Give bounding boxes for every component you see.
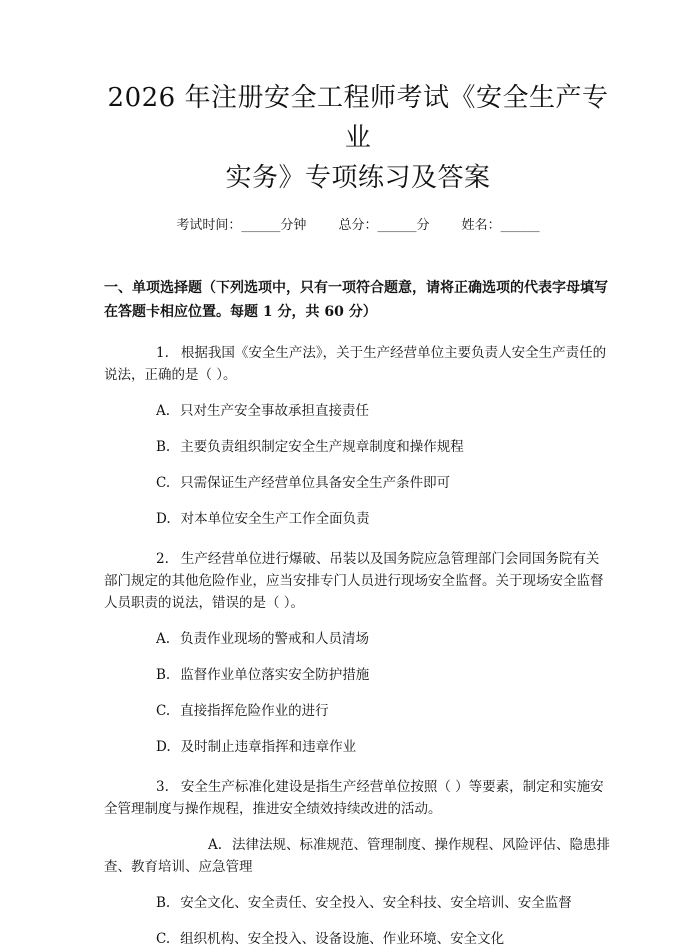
option-letter: D. xyxy=(156,739,171,755)
exam-meta xyxy=(104,216,612,236)
option-3b xyxy=(104,892,612,914)
option-1c xyxy=(104,472,612,494)
question-text: 安全生产标准化建设是指生产经营单位按照（ ）等要素，制定和实施安全管理制度与操作规程，推进安全绩效持续改进的活动。 xyxy=(104,779,604,817)
option-text: 只对生产安全事故承担直接责任 xyxy=(180,403,370,419)
question-text: 生产经营单位进行爆破、吊装以及国务院应急管理部门会同国务院有关部门规定的其他危险作业，应当安排专门人员进行现场安全监督。关于现场安全监督人员职责的说法，错误的是（ ）。 xyxy=(104,551,604,611)
option-text: 组织机构、安全投入、设备设施、作业环境、安全文化 xyxy=(180,931,505,947)
title-line-2: 实务》专项练习及答案 xyxy=(225,163,491,193)
option-letter: A. xyxy=(156,403,171,419)
option-letter: D. xyxy=(156,511,171,527)
option-3a xyxy=(104,834,612,878)
option-letter: A. xyxy=(208,837,223,853)
exam-time-field: 考试时间：______分钟 xyxy=(176,218,307,233)
question-3 xyxy=(104,776,612,820)
option-1b xyxy=(104,436,612,458)
option-text: 直接指挥危险作业的进行 xyxy=(180,703,329,719)
option-text: 安全文化、安全责任、安全投入、安全科技、安全培训、安全监督 xyxy=(180,895,572,911)
option-text: 法律法规、标准规范、管理制度、操作规程、风险评估、隐患排查、教育培训、应急管理 xyxy=(104,837,611,875)
question-2 xyxy=(104,548,612,614)
option-text: 及时制止违章指挥和违章作业 xyxy=(180,739,357,755)
document-title xyxy=(104,78,612,198)
option-2c xyxy=(104,700,612,722)
title-line-1: 2026 年注册安全工程师考试《安全生产专业 xyxy=(107,83,609,153)
question-1 xyxy=(104,342,612,386)
option-text: 负责作业现场的警戒和人员清场 xyxy=(180,631,370,647)
option-letter: C. xyxy=(156,703,171,719)
option-1d xyxy=(104,508,612,530)
section-heading-single-choice: 一、单项选择题（下列选项中，只有一项符合题意，请将正确选项的代表字母填写在答题卡相应位置。每题 1 分，共 60 分） xyxy=(104,280,608,320)
option-text: 主要负责组织制定安全生产规章制度和操作规程 xyxy=(180,439,464,455)
name-field: 姓名：______ xyxy=(461,218,540,233)
option-letter: C. xyxy=(156,475,171,491)
option-letter: A. xyxy=(156,631,171,647)
option-1a xyxy=(104,400,612,422)
question-text: 根据我国《安全生产法》，关于生产经营单位主要负责人安全生产责任的说法，正确的是（ ）。 xyxy=(104,345,607,383)
option-letter: B. xyxy=(156,439,171,455)
total-score-field: 总分：______分 xyxy=(338,218,430,233)
option-2b xyxy=(104,664,612,686)
option-letter: B. xyxy=(156,895,171,911)
option-letter: C. xyxy=(156,931,171,947)
option-3c xyxy=(104,928,612,950)
option-text: 只需保证生产经营单位具备安全生产条件即可 xyxy=(180,475,451,491)
question-number: 3. xyxy=(156,779,169,795)
option-text: 对本单位安全生产工作全面负责 xyxy=(180,511,370,527)
option-2d xyxy=(104,736,612,758)
option-text: 监督作业单位落实安全防护措施 xyxy=(180,667,370,683)
option-2a xyxy=(104,628,612,650)
question-number: 2. xyxy=(156,551,169,567)
question-number: 1. xyxy=(156,345,169,361)
option-letter: B. xyxy=(156,667,171,683)
